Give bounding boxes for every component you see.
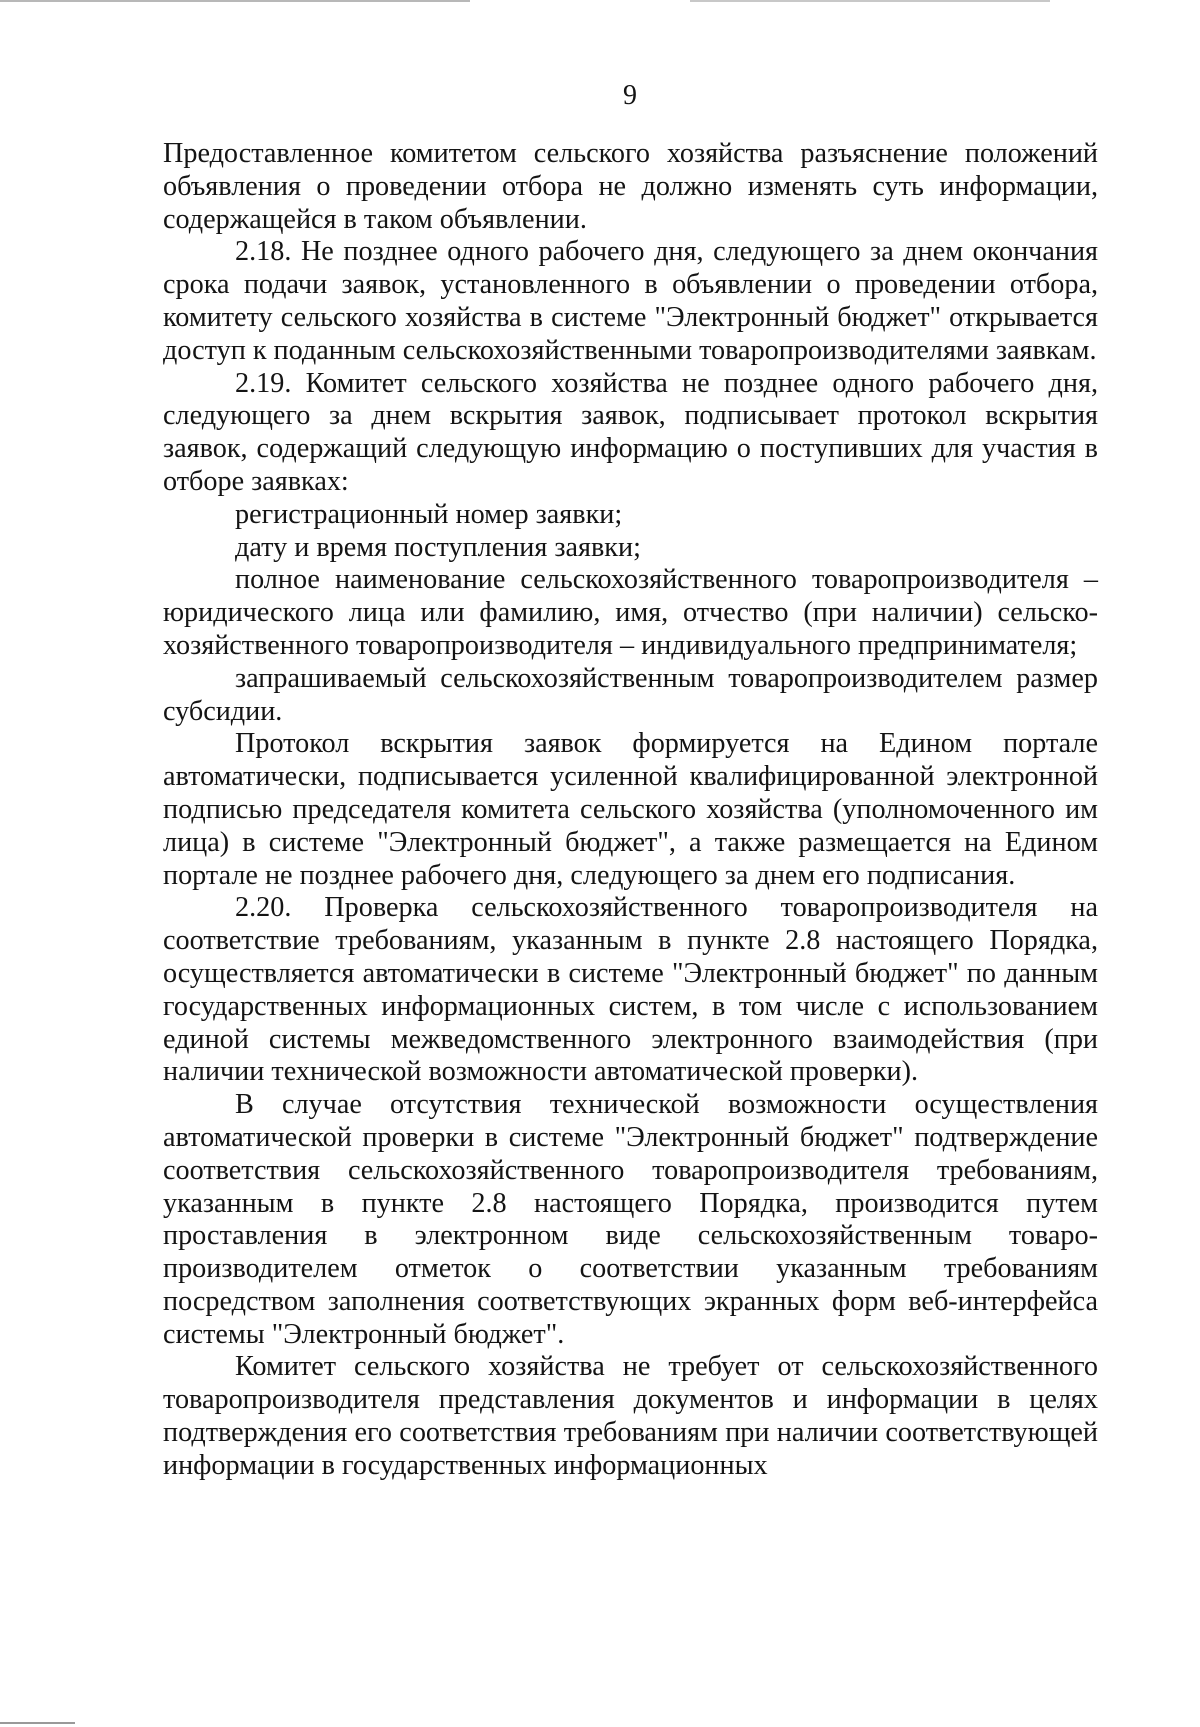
paragraph-2-19: 2.19. Комитет сельского хозяйства не позднее одного рабочего дня, следующего за днем вскрытия заявок, подписывает протокол вскрытия заявок, содержащий следующую информацию о поступивших для участия в отборе заявках: — [163, 367, 1098, 497]
list-item-date-time: дату и время поступления заявки; — [235, 531, 641, 563]
document-body — [163, 138, 1098, 1483]
scan-mark-bottom — [0, 1722, 75, 1724]
page-number: 9 — [623, 80, 637, 111]
scan-edge-top-right — [690, 0, 1050, 2]
list-item-subsidy-amount: запрашиваемый сельскохозяйственным товаропроизводителем размер субсидии. — [163, 662, 1098, 727]
paragraph-protocol: Протокол вскрытия заявок формируется на Едином портале автоматически, подписывается усиленной квалифицированной электронной подписью председателя комитета сельского хозяйства (уполномоченного им лица) в системе "Электронный бюджет", а также размещается на Едином портале не позднее рабочего дня, следующего за днем его подписания. — [163, 728, 1098, 891]
paragraph: Предоставленное комитетом сельского хозяйства разъяснение положений объявления о проведении отбора не должно изменять суть информации, содержащейся в таком объявлении. — [163, 138, 1098, 235]
paragraph-no-technical-possibility: В случае отсутствия технической возможности осуществления автоматической проверки в системе "Электронный бюджет" подтверждение соответствия сельскохозяйственного товаропроизводителя требованиям, указанным в пункте 2.8 настоящего Порядка, производится путем проставления в электронном виде сельскохозяйственным товаро-производителем отметок о соответствии указанным требованиям посредством заполнения соответствующих экранных форм веб-интерфейса системы "Электронный бюджет". — [163, 1089, 1098, 1350]
paragraph-2-18: 2.18. Не позднее одного рабочего дня, следующего за днем окончания срока подачи заявок, установленного в объявлении о проведении отбора, комитету сельского хозяйства в системе "Электронный бюджет" открывается доступ к поданным сельскохозяйственными товаропроизводителями заявкам. — [163, 236, 1098, 366]
paragraph-committee-requirements: Комитет сельского хозяйства не требует от сельскохозяйственного товаропроизводителя представления документов и информации в целях подтверждения его соответствия требованиям при наличии соответствующей информации в государственных информационных — [163, 1351, 1098, 1481]
list-item-registration-number: регистрационный номер заявки; — [235, 498, 623, 530]
scan-edge-top — [0, 0, 470, 2]
list-item-full-name: полное наименование сельскохозяйственного товаропроизводителя – юридического лица или фамилию, имя, отчество (при наличии) сельско-хозяйственного товаропроизводителя – индивидуального предпринимателя; — [163, 564, 1098, 661]
paragraph-2-20: 2.20. Проверка сельскохозяйственного товаропроизводителя на соответствие требованиям, указанным в пункте 2.8 настоящего Порядка, осуществляется автоматически в системе "Электронный бюджет" по данным государственных информационных систем, в том числе с использованием единой системы межведомственного электронного взаимодействия (при наличии технической возможности автоматической проверки). — [163, 892, 1098, 1088]
